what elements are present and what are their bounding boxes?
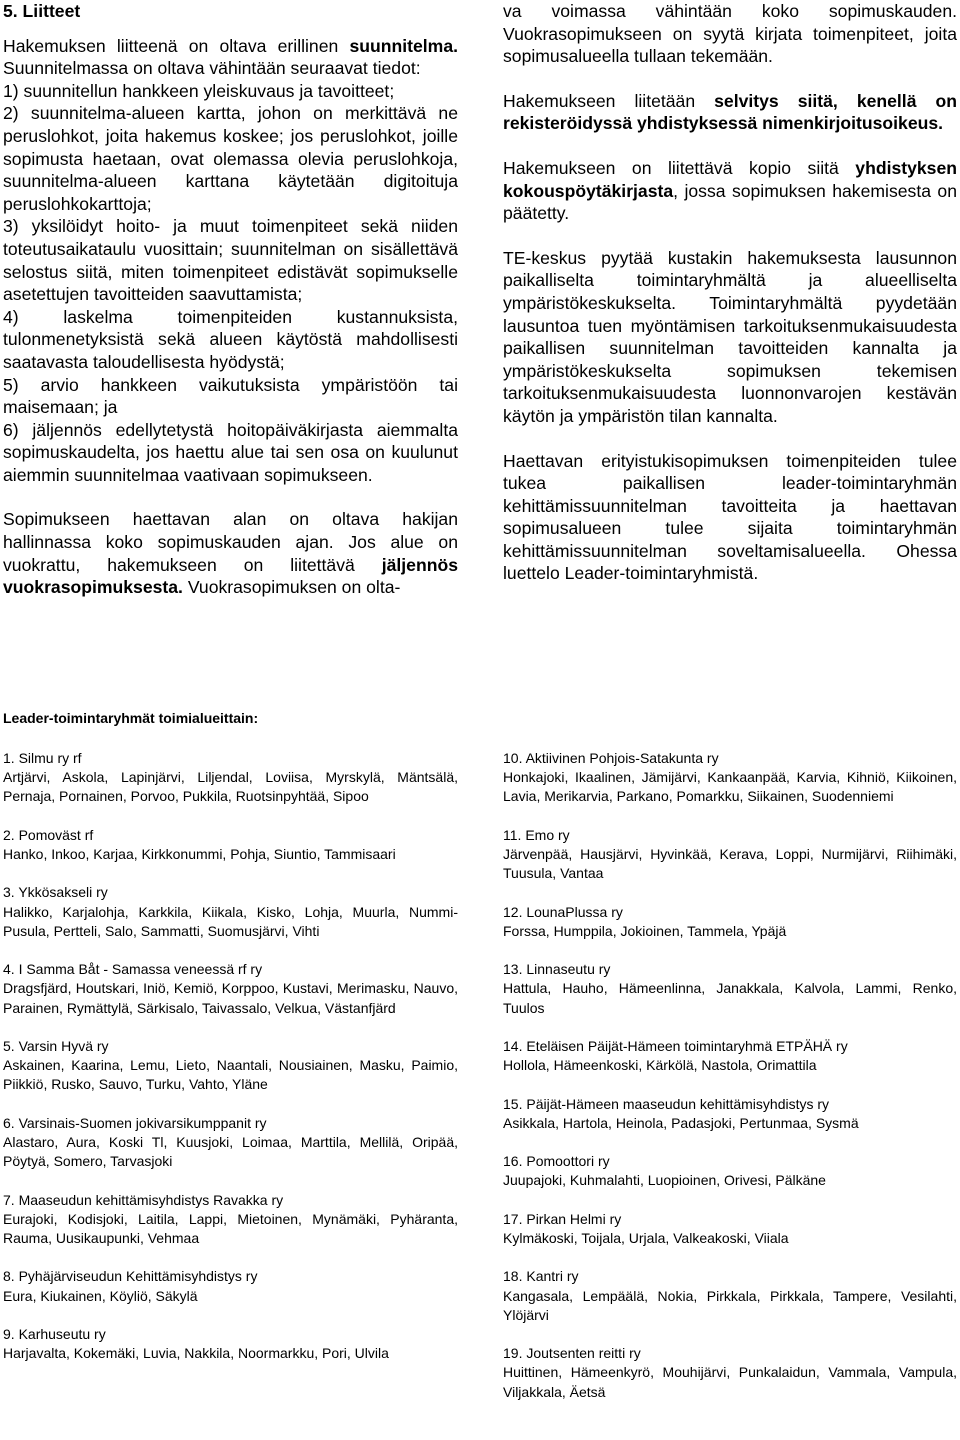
group-name: 14. Eteläisen Päijät-Hämeen toimintaryhmä ETPÄHÄ ry [503,1037,848,1054]
action-group [3,960,458,1018]
group-name: 18. Kantri ry [503,1268,579,1285]
group-name: 17. Pirkan Helmi ry [503,1210,622,1227]
group-members: Juupajoki, Kuhmalahti, Luopioinen, Orivesi, Pälkäne [503,1172,826,1189]
group-members: Forssa, Humppila, Jokioinen, Tammela, Ypäjä [503,922,787,939]
action-group [3,1114,458,1172]
groups-list-left [3,749,458,1383]
group-name: 19. Joutsenten reitti ry [503,1345,641,1362]
group-name: 16. Pomoottori ry [503,1153,610,1170]
signing-rights-paragraph: Hakemukseen liitetään selvitys siitä, kenellä on rekisteröidyssä yhdistyksessä nimenkirjoitusoikeus. [503,90,957,134]
plan-item-2: 2) suunnitelma-alueen kartta, johon on merkittävä ne peruslohkot, joita hakemus koskee; jos peruslohkot, joille sopimusta haetaan, ovat olemassa olevia peruslohkoja, suunnitelma-alueen karttana käytetään digitoituja peruslohkokarttoja; [3,103,458,214]
group-members: Huittinen, Hämeenkyrö, Mouhijärvi, Punkalaidun, Vammala, Vampula, Viljakkala, Äetsä [503,1364,957,1400]
plan-item-6: 6) jäljennös edellytetystä hoitopäiväkirjasta aiemmalta sopimuskaudelta, jos haettu alue tai sen osa on kuulunut aiemmin suunnitelmaa vaativaan sopimukseen. [3,419,458,485]
group-name: 12. LounaPlussa ry [503,903,623,920]
action-group [3,1191,458,1249]
action-group [3,749,458,807]
group-members: Hanko, Inkoo, Karjaa, Kirkkonummi, Pohja, Siuntio, Tammisaari [3,846,396,862]
action-group [503,749,957,807]
action-group [503,1095,957,1133]
group-name: 8. Pyhäjärviseudun Kehittämisyhdistys ry [3,1268,258,1285]
group-members: Artjärvi, Askola, Lapinjärvi, Liljendal, Loviisa, Myrskylä, Mäntsälä, Pernaja, Pornainen, Porvoo, Pukkila, Ruotsinpyhtää, Sipoo [3,769,458,805]
action-group [503,1210,957,1248]
group-members: Askainen, Kaarina, Lemu, Lieto, Naantali, Nousiainen, Masku, Paimio, Piikkiö, Rusko, Sauvo, Turku, Vahto, Yläne [3,1057,458,1093]
action-group [503,826,957,884]
action-group [3,1267,458,1305]
group-members: Eurajoki, Kodisjoki, Laitila, Lappi, Mietoinen, Mynämäki, Pyhäranta, Rauma, Uusikaupunki, Vehmaa [3,1210,458,1246]
action-group [503,1037,957,1075]
group-name: 2. Pomoväst rf [3,826,94,843]
plan-item-4: 4) laskelma toimenpiteiden kustannuksista, tulonmenetyksistä sekä alueen käytöstä mahdollisesti saatavasta taloudellisesta hyödystä; [3,306,458,372]
group-name: 6. Varsinais-Suomen jokivarsikumppanit ry [3,1114,267,1131]
action-group [503,1152,957,1190]
plan-item-1: 1) suunnitellun hankkeen yleiskuvaus ja tavoitteet; [3,80,395,101]
action-group [3,883,458,941]
group-members: Halikko, Karjalohja, Karkkila, Kiikala, Kisko, Lohja, Muurla, Nummi-Pusula, Pertteli, Salo, Sammatti, Suomusjärvi, Vihti [3,903,458,939]
group-members: Hollola, Hämeenkoski, Kärkölä, Nastola, Orimattila [503,1057,817,1074]
group-members: Honkajoki, Ikaalinen, Jämijärvi, Kankaanpää, Karvia, Kihniö, Kiikoinen, Lavia, Merikarvia, Parkano, Pomarkku, Siikainen, Suodenniemi [503,769,957,805]
action-group [503,960,957,1018]
attachment-plan-paragraph: Hakemuksen liitteenä on oltava erillinen suunnitelma. Suunnitelmassa on oltava vähintään seuraavat tiedot: [3,35,458,79]
group-members: Hattula, Hauho, Hämeenlinna, Janakkala, Kalvola, Lammi, Renko, Tuulos [503,980,957,1016]
minutes-paragraph: Hakemukseen on liitettävä kopio siitä yhdistyksen kokouspöytäkirjasta, jossa sopimuksen hakemisesta on päätetty. [503,157,957,224]
action-group [503,903,957,941]
group-members: Harjavalta, Kokemäki, Luvia, Nakkila, Noormarkku, Pori, Ulvila [3,1345,389,1362]
right-column [503,0,957,585]
leader-paragraph: Haettavan erityistukisopimuksen toimenpiteiden tulee tukea paikallisen leader-toimintaryhmän kehittämissuunnitelman tavoitteita ja haettavan sopimusalueen tulee sijaita toimintaryhmän kehittämissuunnitelman soveltamisalueella. Ohessa luettelo Leader-toimintaryhmistä. [503,450,957,584]
group-members: Kangasala, Lempäälä, Nokia, Pirkkala, Pirkkala, Tampere, Vesilahti, Ylöjärvi [503,1287,957,1323]
action-group [3,1325,458,1363]
lease-paragraph: Sopimukseen haettavan alan on oltava hakijan hallinnassa koko sopimuskauden ajan. Jos alue on vuokrattu, hakemukseen on liitettävä jäljennös vuokrasopimuksesta. Vuokrasopimuksen on olta- [3,509,458,598]
group-members: Järvenpää, Hausjärvi, Hyvinkää, Kerava, Loppi, Nurmijärvi, Riihimäki, Tuusula, Vantaa [503,846,957,882]
group-members: Eura, Kiukainen, Köyliö, Säkylä [3,1287,198,1304]
groups-list-right [503,749,957,1421]
group-name: 1. Silmu ry rf [3,750,82,766]
groups-section-header [3,709,958,728]
group-name: 7. Maaseudun kehittämisyhdistys Ravakka ry [3,1191,284,1208]
groups-title: Leader-toimintaryhmät toimialueittain: [3,710,259,726]
action-group [503,1344,957,1402]
group-members: Dragsfjärd, Houtskari, Iniö, Kemiö, Korppoo, Kustavi, Merimasku, Nauvo, Parainen, Rymättylä, Särkisalo, Taivassalo, Velkua, Västanfjärd [3,980,458,1016]
left-column [3,0,458,599]
group-members: Asikkala, Hartola, Heinola, Padasjoki, Pertunmaa, Sysmä [503,1114,859,1131]
group-members: Kylmäkoski, Toijala, Urjala, Valkeakoski, Viiala [503,1229,789,1246]
statement-paragraph: TE-keskus pyytää kustakin hakemuksesta lausunnon paikalliselta toimintaryhmältä ja alueelliselta ympäristökeskukselta. Toimintaryhmältä pyydetään lausuntoa tuen myöntämisen tarkoituksenmukaisuudesta paikallisen suunnitelman tavoitteiden kannalta ja ympäristökeskukselta sopimuksen tekemisen tarkoituksenmukaisuudesta luonnonvarojen kestävän käytön ja ympäristön tilan kannalta. [503,247,957,426]
group-name: 11. Emo ry [503,826,570,843]
group-name: 3. Ykkösakseli ry [3,884,108,901]
group-name: 13. Linnaseutu ry [503,961,611,978]
plan-item-5: 5) arvio hankkeen vaikutuksista ympäristöön tai maisemaan; ja [3,374,458,418]
lease-continuation-paragraph: va voimassa vähintään koko sopimuskauden. Vuokrasopimukseen on syytä kirjata toimenpiteet, joita sopimusalueella tullaan tekemään. [503,1,957,67]
group-name: 4. I Samma Båt - Samassa veneessä rf ry [3,961,263,978]
plan-item-3: 3) yksilöidyt hoito- ja muut toimenpiteet sekä niiden toteutusaikataulu vuosittain; suunnitelman on sisällettävä selostus siitä, miten toimenpiteet edistävät sopimukselle asetettujen tavoitteiden saavuttamista; [3,216,458,305]
section-heading: 5. Liitteet [3,1,81,21]
group-name: 9. Karhuseutu ry [3,1325,106,1342]
group-name: 10. Aktiivinen Pohjois-Satakunta ry [503,750,719,766]
action-group [3,1037,458,1095]
action-group [3,826,458,864]
group-members: Alastaro, Aura, Koski Tl, Kuusjoki, Loimaa, Marttila, Mellilä, Oripää, Pöytyä, Somero, Tarvasjoki [3,1133,458,1170]
action-group [503,1267,957,1325]
group-name: 5. Varsin Hyvä ry [3,1037,109,1054]
group-name: 15. Päijät-Hämeen maaseudun kehittämisyhdistys ry [503,1095,830,1112]
